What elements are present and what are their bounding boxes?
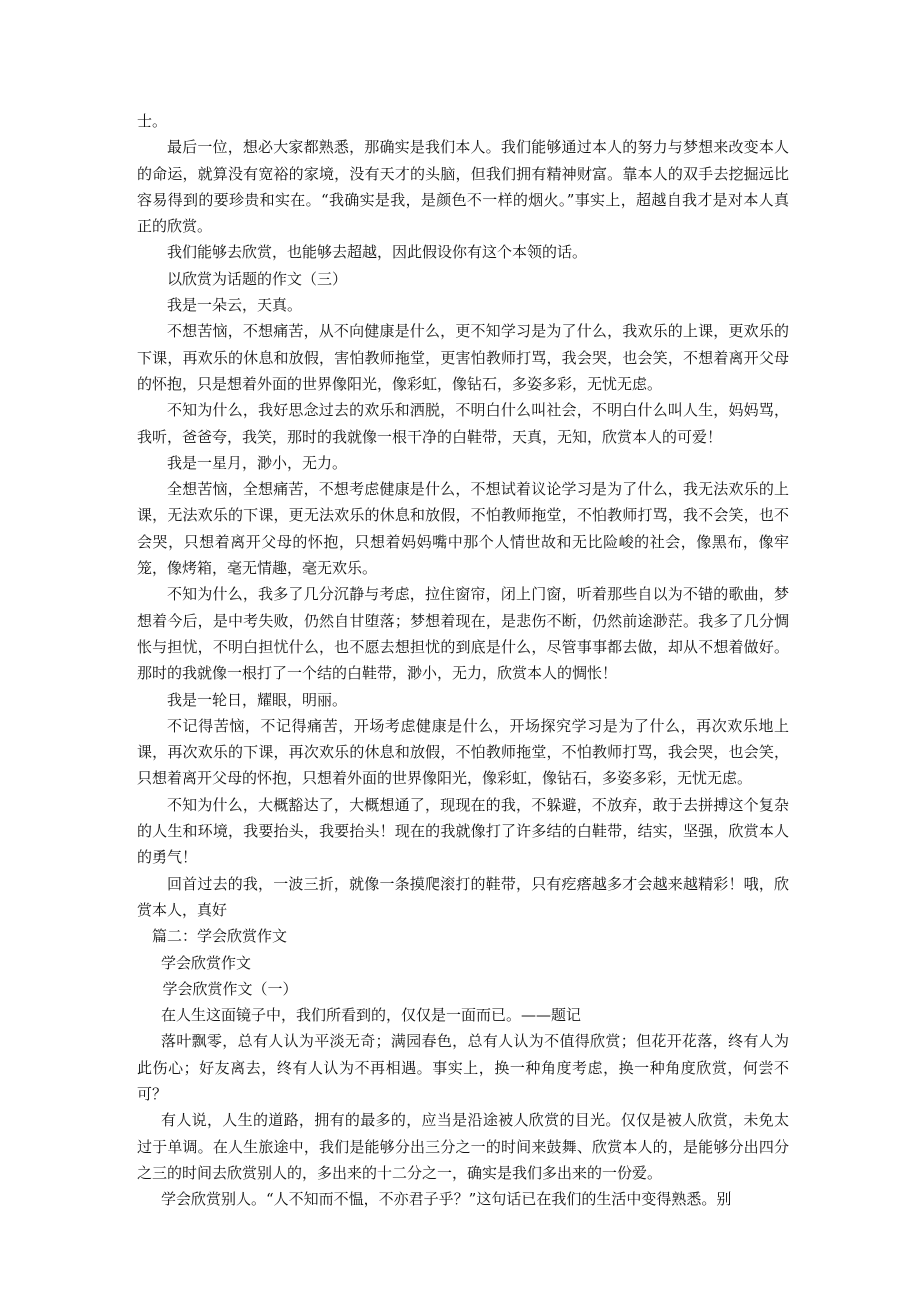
paragraph: 回首过去的我，一波三折，就像一条摸爬滚打的鞋带，只有疙瘩越多才会越来越精彩！哦，欣赏本人，真好 — [137, 874, 789, 919]
paragraph: 不知为什么，大概豁达了，大概想通了，现现在的我，不躲避，不放弃，敢于去拼搏这个复杂的人生和环境，我要抬头，我要抬头！现在的我就像打了许多结的白鞋带，结实，坚强，欣赏本人的勇气！ — [137, 795, 789, 867]
paragraph: 有人说，人生的道路，拥有的最多的，应当是沿途被人欣赏的目光。仅仅是被人欣赏，未免太过于单调。在人生旅途中，我们是能够分出三分之一的时间来鼓舞、欣赏本人的，是能够分出四分之三的时间去欣赏别人的，多出来的十二分之一，确实是我们多出来的一份爱。 — [137, 1111, 789, 1182]
paragraph: 我是一星月，渺小，无力。 — [167, 453, 348, 472]
paragraph: 以欣赏为话题的作文（三） — [167, 269, 348, 288]
paragraph: 我是一轮日，耀眼，明丽。 — [167, 690, 348, 709]
paragraph: 篇二：学会欣赏作文 — [152, 927, 288, 946]
paragraph: 不知为什么，我多了几分沉静与考虑，拉住窗帘，闭上门窗，听着那些自以为不错的歌曲，梦想着今后，是中考失败，仍然自甘堕落；梦想着现在，是悲伤不断，仍然前途渺茫。我多了几分惆怅与担忧，不明白担忧什么，也不愿去想担忧的到底是什么，尽管事事都去做，却从不想着做好。那时的我就像一根打了一个结的白鞋带，渺小，无力，欣赏本人的惆怅！ — [137, 585, 789, 683]
paragraph: 不记得苦恼，不记得痛苦，开场考虑健康是什么，开场探究学习是为了什么，再次欢乐地上课，再次欢乐的下课，再次欢乐的休息和放假，不怕教师拖堂，不怕教师打骂，我会哭，也会笑，只想着离开父母的怀抱，只想着外面的世界像阳光，像彩虹，像钻石，多姿多彩，无忧无虑。 — [137, 716, 789, 788]
paragraph: 士。 — [137, 112, 168, 130]
paragraph: 最后一位，想必大家都熟悉，那确实是我们本人。我们能够通过本人的努力与梦想来改变本人的命运，就算没有宽裕的家境，没有天才的头脑，但我们拥有精神财富。靠本人的双手去挖掘远比容易得到的要珍贵和实在。“我确实是我，是颜色不一样的烟火。”事实上，超越自我才是对本人真正的欣赏。 — [137, 138, 789, 236]
paragraph: 不知为什么，我好思念过去的欢乐和洒脱，不明白什么叫社会，不明白什么叫人生，妈妈骂，我听，爸爸夸，我笑，那时的我就像一根干净的白鞋带，天真，无知，欣赏本人的可爱！ — [137, 401, 789, 446]
paragraph: 学会欣赏作文（一） — [162, 979, 298, 998]
paragraph: 学会欣赏作文 — [161, 953, 252, 972]
paragraph: 全想苦恼，全想痛苦，不想考虑健康是什么，不想试着议论学习是为了什么，我无法欢乐的上课，无法欢乐的下课，更无法欢乐的休息和放假，不怕教师拖堂，不怕教师打骂，我不会笑，也不会哭，只想着离开父母的怀抱，只想着妈妈嘴中那个人情世故和无比险峻的社会，像黑布，像牢笼，像烤箱，毫无情趣，毫无欢乐。 — [137, 480, 789, 578]
paragraph: 学会欣赏别人。“人不知而不愠，不亦君子乎？”这句话已在我们的生活中变得熟悉。别 — [161, 1190, 732, 1209]
paragraph: 我是一朵云，天真。 — [167, 296, 303, 315]
paragraph: 不想苦恼，不想痛苦，从不向健康是什么，更不知学习是为了什么，我欢乐的上课，更欢乐的下课，再欢乐的休息和放假，害怕教师拖堂，更害怕教师打骂，我会哭，也会笑，不想着离开父母的怀抱，只是想着外面的世界像阳光，像彩虹，像钻石，多姿多彩，无忧无虑。 — [137, 322, 789, 393]
paragraph: 落叶飘零，总有人认为平淡无奇；满园春色，总有人认为不值得欣赏；但花开花落，终有人为此伤心；好友离去，终有人认为不再相遇。事实上，换一种角度考虑，换一种角度欣赏，何尝不可？ — [137, 1032, 789, 1103]
paragraph: 在人生这面镜子中，我们所看到的，仅仅是一面而已。——题记 — [161, 1006, 582, 1025]
document-body — [137, 108, 789, 1212]
paragraph: 我们能够去欣赏，也能够去超越，因此假设你有这个本领的话。 — [167, 243, 588, 262]
